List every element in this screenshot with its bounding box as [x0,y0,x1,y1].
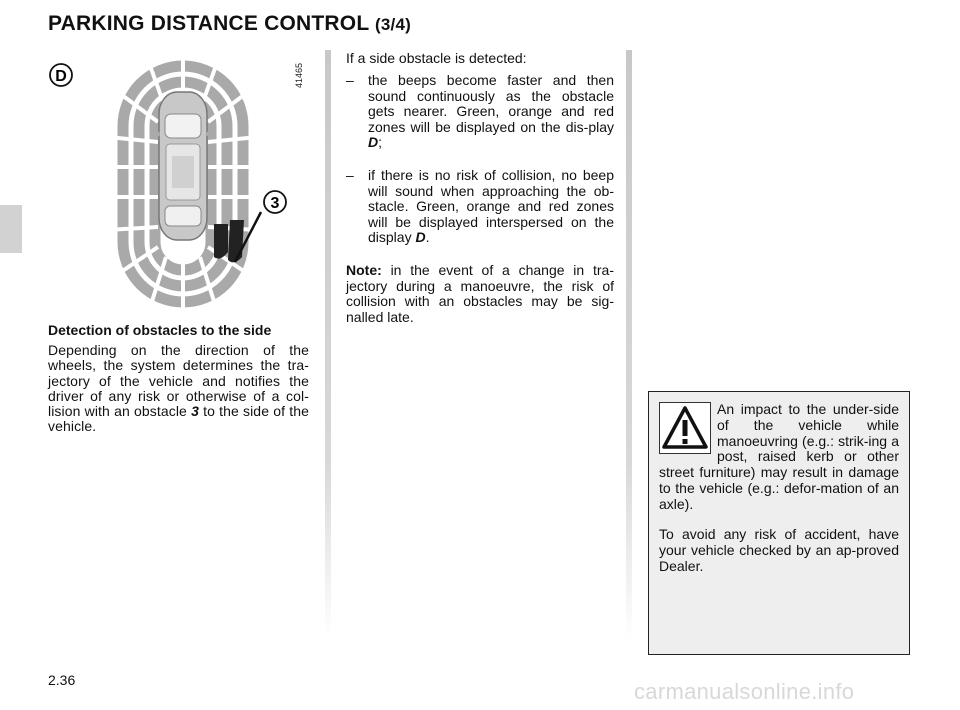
car-icon [152,92,214,240]
note-text: in the event of a change in tra-jectory during a manoeuvre, the risk of collision with an obstacles may be sig-nalled late. [346,262,614,325]
column-divider-right [626,50,632,640]
bullet-dash: – [346,167,354,183]
bullet1-post: ; [378,134,383,151]
warning-paragraph-1: An impact to the under-side of the vehicle while manoeuvring (e.g.: strik-ing a post, raised kerb or other street furniture) may result in damage to the vehicle (e.g.: defor-mation of an axle). [659,401,899,512]
bullet-item-2 [346,168,614,246]
note-paragraph [346,263,614,325]
left-paragraph-post: to the side of the vehicle. [48,403,309,435]
bullet-dash: – [346,72,354,88]
reference-number: 41465 [294,62,304,88]
bullet2-text: if there is no risk of collision, no beep will sound when approaching the ob-stacle. Green, orange and red zones will be displayed interspersed on the display [368,167,614,246]
bullet2-ref: D [415,229,426,246]
left-paragraph-pre: Depending on the direction of the wheels, the system determines the tra-jectory of the vehicle and notifies the driver of any risk or otherwise of a col-lision with an obstacle [48,342,309,420]
parking-sensor-illustration [48,52,318,314]
title-text: PARKING DISTANCE CONTROL [48,12,369,35]
bullet1-text: the beeps become faster and then sound continuously as the obstacle gets nearer. Green, orange and red zones will be displayed on the dis-play [368,72,614,135]
intro-text: If a side obstacle is detected: [346,50,527,66]
bullet1-ref: D [368,134,379,151]
warning-box [648,391,910,655]
note-label: Note: [346,262,382,278]
left-paragraph-ref: 3 [191,403,199,420]
section-heading: Detection of obstacles to the side [48,322,272,338]
page-title [48,12,411,36]
bullet2-post: . [425,229,430,246]
watermark-text: carmanualsonline.info [634,679,855,704]
callout-3: 3 [270,195,280,212]
bullet-item-1 [346,73,614,151]
column-divider-left [325,50,331,640]
page-number: 2.36 [48,672,76,688]
section-tab [0,205,22,253]
label-d: D [55,68,67,85]
left-paragraph [48,343,309,435]
warning-paragraph-2: To avoid any risk of accident, have your vehicle checked by an ap-proved Dealer. [659,526,899,574]
title-part: (3/4) [375,15,411,34]
